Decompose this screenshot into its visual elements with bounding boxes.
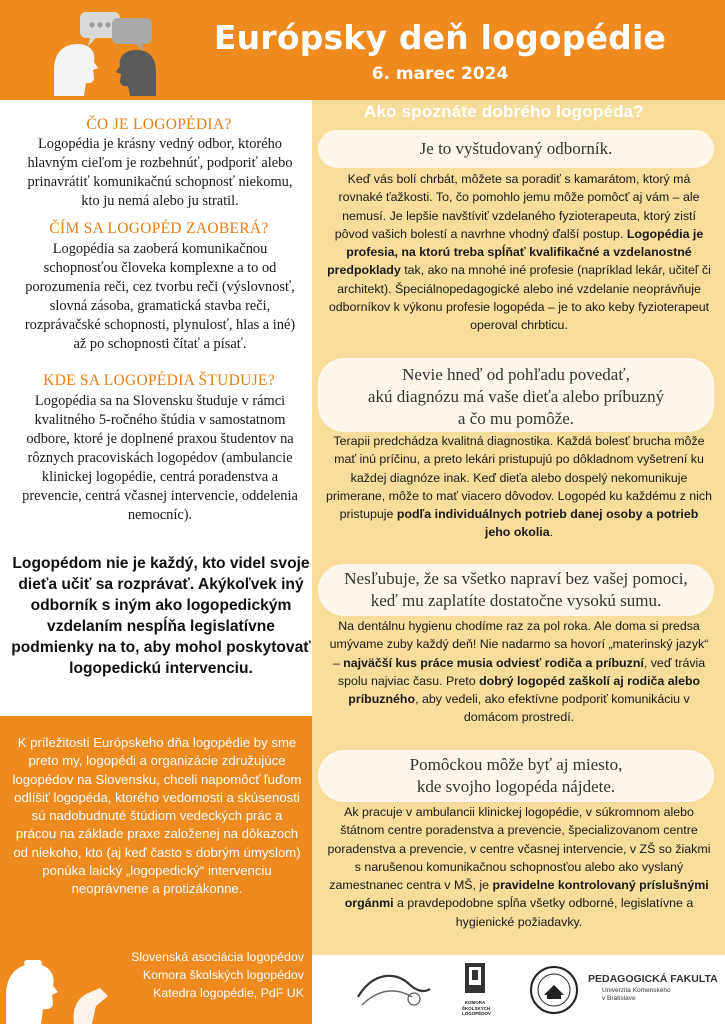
criterion-line: keď mu zaplatíte dostatočne vysokú sumu. <box>370 591 662 610</box>
logo-text: Univerzita Komenského <box>602 987 671 994</box>
organization-name: Komora školských logopédov <box>142 968 304 982</box>
bold-run: pravidelne kontrolovaný príslušnými orgánmi <box>344 878 709 911</box>
section-heading: ČO JE LOGOPÉDIA? <box>86 116 232 133</box>
people-talking-icon <box>50 8 160 96</box>
faculty-name: PEDAGOGICKÁ FAKULTA <box>588 973 718 985</box>
text-run: . <box>549 525 554 540</box>
komora-emblem <box>462 961 488 995</box>
criterion-pill <box>318 358 714 432</box>
criterion-line: kde svojho logopéda nájdete. <box>416 777 616 796</box>
text-run: Ak pracuje v ambulancii klinickej logopédie, v súkromnom alebo štátnom centre poradenstva a prevencie, špecializovanom centre poradenstva a prevencie, v centre včasnej intervencie, v ZŠ so žiakmi s narušenou komunikačnou schopnosťou alebo ako vyslaný zamestnanec centra v MŠ, je <box>327 805 711 893</box>
event-date: 6. marec 2024 <box>371 64 509 84</box>
bold-run: dobrý logopéd zaškolí aj rodiča alebo príbuzného <box>348 673 701 707</box>
bold-run: Logopédia je profesia, na ktorú treba spĺňať kvalifikačné a vzdelanostné predpoklady <box>327 226 704 278</box>
text-run: Terapii predchádza kvalitná diagnostika. Každá bolesť brucha môže mať inú príčinu, a preto lekári pristupujú po dôkladnom vyšetrení ku každej diagnóze inak. Keď dieťa alebo dospelý nekomunikuje primerane, môže to mať viacero dôvodov. Logopéd ku každému z nich pristupuje <box>326 434 712 522</box>
komora-logo <box>462 961 492 1019</box>
criterion-pill <box>318 564 714 616</box>
statement-box <box>0 716 312 1024</box>
criterion-text <box>326 617 712 727</box>
criterion-line: a čo mu pomôže. <box>457 409 575 428</box>
text-run: , aby vedeli, ako efektívne podporiť komunikáciu v domácom prostredí. <box>415 692 690 725</box>
criterion-pill <box>318 130 714 168</box>
association-logo <box>354 963 434 1015</box>
criterion-text <box>326 170 712 335</box>
logo-text: v Bratislave <box>602 995 636 1002</box>
university-seal <box>526 965 582 1015</box>
section-heading: ČÍM SA LOGOPÉD ZAOBERÁ? <box>49 220 269 237</box>
section-text: Logopédia je krásny vedný odbor, ktorého hlavným cieľom je rozbehnúť, podporiť alebo prinavrátiť komunikačnú schopnosť niekomu, kto ju nemá alebo ju stratil. <box>27 136 293 209</box>
key-quote: Logopédom nie je každý, kto videl svoje dieťa učiť sa rozprávať. Akýkoľvek iný odborník s iným ako logopedickým vzdelaním nespĺňa legislatívne podmienky na to, aby mohol poskytovať logopedickú intervenciu. <box>11 555 311 677</box>
page-title: Európsky deň logopédie <box>213 18 667 57</box>
section-heading: KDE SA LOGOPÉDIA ŠTUDUJE? <box>43 372 275 389</box>
bold-run: podľa individuálnych potrieb danej osoby a potrieb jeho okolia <box>396 507 699 540</box>
logo-text: LOGOPÉDOV <box>462 1011 492 1016</box>
right-column <box>312 100 725 955</box>
criterion-line: Nesľubuje, že sa všetko napraví bez vašej pomoci, <box>344 569 688 588</box>
faculty-subtitle <box>602 987 671 1003</box>
criterion-text <box>326 432 712 542</box>
partner-logos <box>312 955 725 1024</box>
text-run: Na dentálnu hygienu chodíme raz za pol roka. Ale doma si predsa umývame zuby každý deň! Nie nadarmo sa hovorí „materinský jazyk“ – <box>329 619 709 670</box>
right-column-title: Ako spoznáte dobrého logopéda? <box>364 102 644 121</box>
organization-name: Slovenská asociácia logopédov <box>131 950 304 964</box>
criterion-line: Nevie hneď od pohľadu povedať, <box>402 365 630 384</box>
text-run: Keď vás bolí chrbát, môžete sa poradiť s kamarátom, ktorý má rovnaké ťažkosti. To, čo pomohlo jemu môže pomôcť aj vám – ale nemusí. Je lepšie navštíviť vzdelaného fyzioterapeuta, ktorý zistí pôvod vašich bolestí a navrhne vhodný ďalší postup. <box>334 172 700 241</box>
section-text: Logopédia sa zaoberá komunikačnou schopnosťou človeka komplexne a to od porozumenia reči, cez tvorbu reči (výslovnosť, slovná zásoba, gramatická stavba reči, rozprávačské schopnosti, plynulosť, hlas a iné) až po schopnosti čítať a písať. <box>24 241 296 352</box>
criterion-line: Pomôckou môže byť aj miesto, <box>409 755 623 774</box>
header-banner <box>0 0 725 100</box>
organizations-list <box>104 948 304 1002</box>
text-run: , veď trávia spolu najviac času. Preto <box>337 655 706 688</box>
text-run: tak, ako na mnohé iné profesie (napríklad lekár, učiteľ či architekt). Špeciálnopedagogické alebo iné vzdelanie neoprávňuje odborníkov k výkonu profesie logopéda – je to ako keby fyzioterapeut operoval chrbticu. <box>328 263 711 333</box>
statement-text: K príležitosti Európskeho dňa logopédie by sme preto my, logopédi a organizácie združujúce logopédov na Slovensku, chceli napomôcť ľuďom odlíšiť logopéda, ktorého vedomosti a skúsenosti sú nadobudnuté štúdiom vedeckých prác a prácou na základe praxe založenej na dôkazoch od niekoho, kto (aj keď často s dobrým úmyslom) ponúka laický „logopedický“ intervenciu neoprávnene a protizákonne. <box>12 735 302 897</box>
logo-text: ŠKOLSKÝCH <box>462 1005 491 1011</box>
bold-run: najväčší kus práce musia odviesť rodiča a príbuzní <box>343 655 644 670</box>
people-talking-icon <box>0 926 110 1024</box>
criterion-text <box>326 803 712 931</box>
criterion-line: akú diagnózu má vaše dieťa alebo príbuzný <box>367 387 665 406</box>
section-text: Logopédia sa na Slovensku študuje v rámci kvalitného 5-ročného štúdia v samostatnom odbore, ktoré je doplnené praxou študentov na rôznych pracoviskách logopédov (ambulancie klinickej logopédie, centrá poradenstva a prevencie, centrá včasnej intervencie, oddelenia nemocníc). <box>22 393 298 523</box>
logo-text: KOMORA <box>464 1000 486 1005</box>
criterion-line: Je to vyštudovaný odborník. <box>419 139 613 158</box>
criterion-pill <box>318 750 714 802</box>
organization-name: Katedra logopédie, PdF UK <box>153 986 304 1000</box>
text-run: a pravdepodobne spĺňa všetky odborné, legislatívne a hygienické požiadavky. <box>393 896 694 929</box>
